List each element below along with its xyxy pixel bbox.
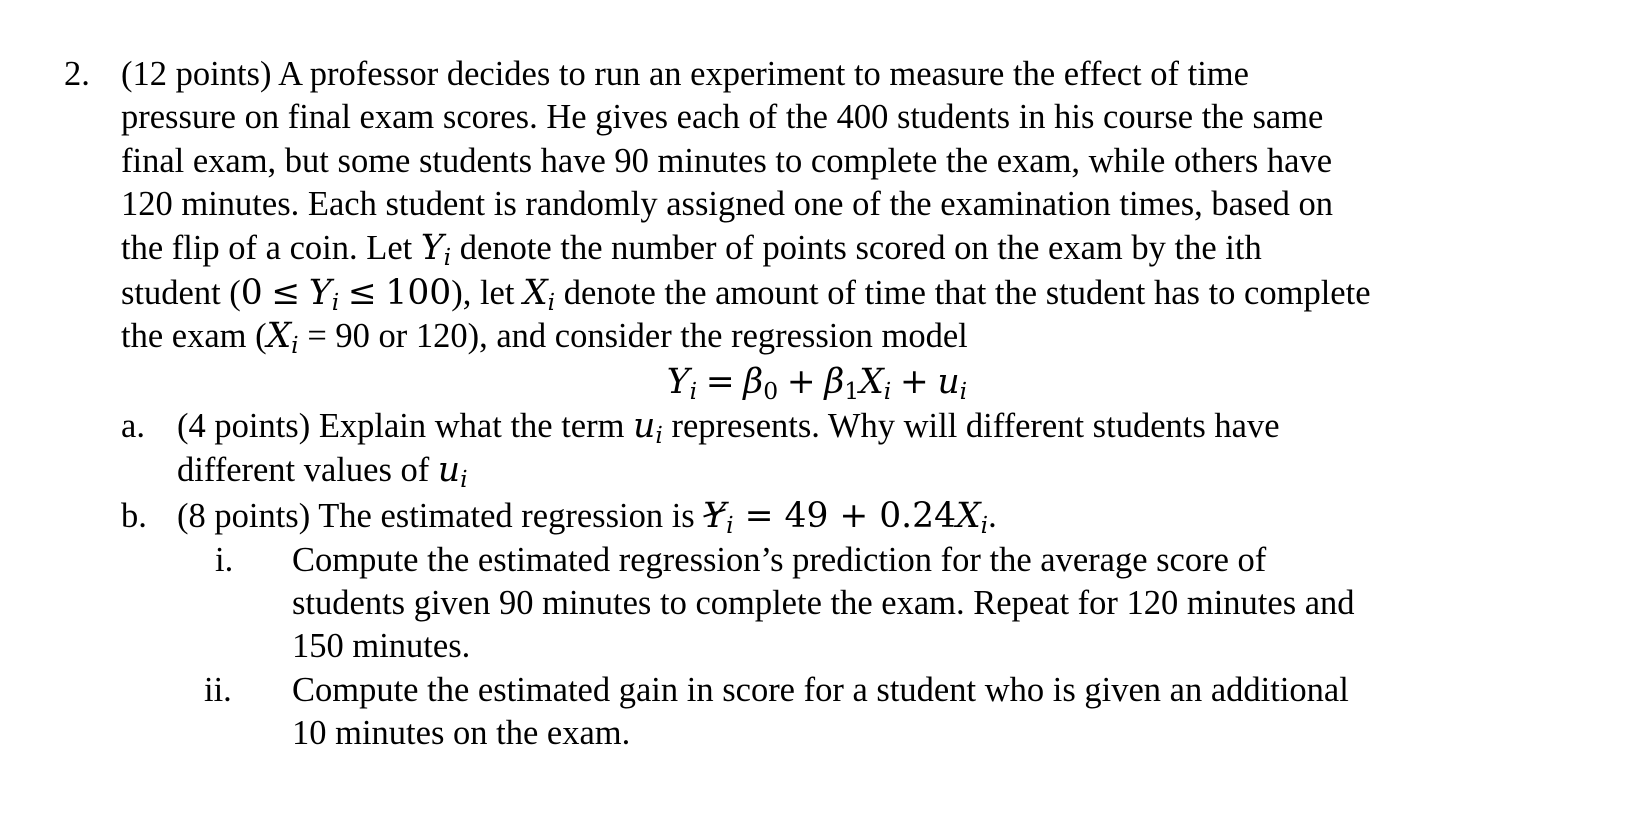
y-hat (703, 494, 726, 538)
eq-u: u (937, 362, 960, 402)
sub-i-line-3: 150 minutes. (292, 627, 471, 665)
line6-mid: ), let (451, 274, 524, 312)
sub-ii-line-1: Compute the estimated gain in score for a student who is given an additional (292, 671, 1349, 709)
eq-sub-1: 1 (844, 376, 860, 405)
problem-line-2: pressure on final exam scores. He gives each of the 400 students in his course the same (121, 98, 1324, 136)
part-b-period: . (988, 497, 997, 535)
y-hat-letter: Y (703, 496, 727, 536)
eq-sub-i: i (689, 376, 698, 405)
line6-pre: student ( (121, 274, 241, 312)
part-b-label: b. (121, 497, 147, 535)
sub-i: i (980, 510, 989, 539)
problem-number: 2. (64, 55, 90, 93)
problem-line-5 (121, 226, 1262, 270)
eq-beta1: β (824, 362, 845, 402)
sub-i: i (443, 242, 452, 271)
part-a-post: represents. Why will different students have (662, 407, 1280, 445)
var-X: X (956, 496, 981, 536)
sub-i: i (460, 464, 468, 493)
eq-X: X (859, 362, 884, 402)
line5-pre: the flip of a coin. Let (121, 229, 421, 267)
sub-i: i (331, 287, 340, 316)
var-Y: Y (308, 273, 332, 313)
problem-line-3: final exam, but some students have 90 minutes to complete the exam, while others have (121, 142, 1333, 180)
sub-i: i (726, 510, 734, 539)
sub-i: i (655, 420, 663, 449)
problem-line-7 (121, 314, 968, 358)
sub-ii-label: ii. (204, 671, 232, 709)
problem-line-6 (121, 271, 1371, 315)
part-b-line (177, 494, 997, 538)
eq-sign: = (705, 362, 735, 402)
sub-i-label: i. (215, 541, 234, 579)
part-a-line2-pre: different values of (177, 451, 438, 489)
eq-plus: + (899, 362, 929, 402)
eq-sub-i: i (883, 376, 892, 405)
sub-i-line-1: Compute the estimated regression’s prediction for the average score of (292, 541, 1267, 579)
part-a-line-2 (177, 448, 468, 492)
part-b-pre: (8 points) The estimated regression is (177, 497, 704, 535)
var-u: u (633, 406, 656, 446)
part-a-line-1 (177, 404, 1280, 448)
line5-post: denote the number of points scored on the exam by the ith (451, 229, 1262, 267)
line7-pre: the exam ( (121, 317, 267, 355)
ineq-low: 0 (240, 273, 263, 313)
eq-Y: Y (666, 362, 690, 402)
part-a-pre: (4 points) Explain what the term (177, 407, 634, 445)
line7-post: = 90 or 120), and consider the regression model (298, 317, 968, 355)
ineq-high: 100 (385, 273, 452, 313)
eq-sub-i: i (959, 376, 968, 405)
eq-sub-0: 0 (763, 376, 779, 405)
eq-beta0: β (743, 362, 764, 402)
regression-equation (0, 360, 1634, 404)
part-a-label: a. (121, 407, 145, 445)
leq-sign: ≤ (271, 273, 301, 313)
problem-line-1: (12 points) A professor decides to run an experiment to measure the effect of time (121, 55, 1249, 93)
var-Y: Y (420, 228, 444, 268)
leq-sign: ≤ (347, 273, 377, 313)
sub-i-line-2: students given 90 minutes to complete the exam. Repeat for 120 minutes and (292, 584, 1355, 622)
sub-ii-line-2: 10 minutes on the exam. (292, 714, 631, 752)
problem-line-4: 120 minutes. Each student is randomly assigned one of the examination times, based on (121, 185, 1334, 223)
sub-i: i (547, 287, 556, 316)
var-X: X (266, 316, 292, 356)
var-X: X (523, 273, 548, 313)
line6-post: denote the amount of time that the student has to complete (555, 274, 1371, 312)
part-b-eq-rhs: = 49 + 0.24 (733, 496, 957, 536)
var-u: u (437, 450, 461, 490)
eq-plus: + (786, 362, 816, 402)
sub-i: i (291, 330, 299, 359)
